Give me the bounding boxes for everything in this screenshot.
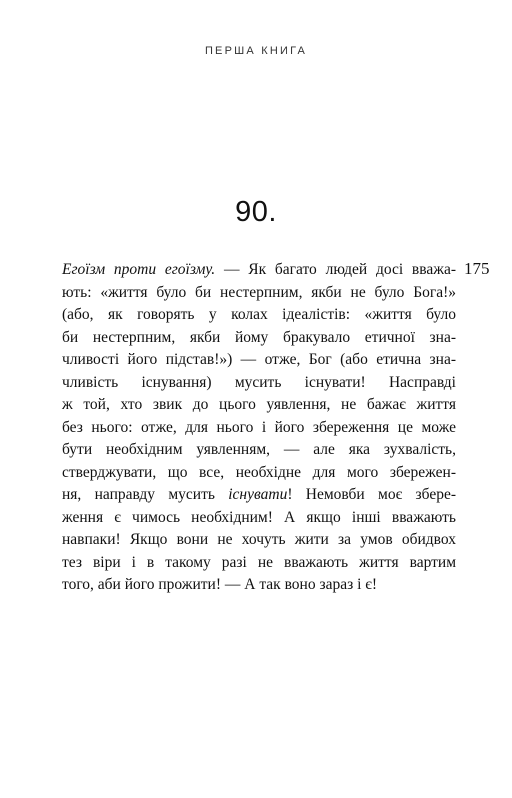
text-line xyxy=(62,417,456,440)
text-line xyxy=(62,484,456,507)
running-head: ПЕРША КНИГА xyxy=(204,45,308,57)
text-line xyxy=(62,439,456,462)
section-number: 90. xyxy=(235,196,277,228)
page-number: 175 xyxy=(464,259,490,278)
italic-text: Егоїзм проти егоїзму. xyxy=(62,261,216,278)
text-line xyxy=(62,574,456,597)
text-run: ж той, хто звик до цього уявлення, не бажає життя xyxy=(62,396,456,413)
text-line xyxy=(62,372,456,395)
text-run: чливості його підстав!») — отже, Бог (або етична зна- xyxy=(62,351,456,368)
italic-text: існувати xyxy=(228,486,288,503)
text-run: тез віри і в такому разі не вважають життя вартим xyxy=(62,553,456,571)
text-run: — Як багато людей досі вважа- xyxy=(215,261,456,278)
text-line xyxy=(62,327,456,350)
text-line xyxy=(62,529,456,552)
body-paragraph xyxy=(62,259,456,597)
text-run: ! Немовби моє збере- xyxy=(287,486,457,503)
text-run: того, аби його прожити! — А так воно зараз і є! xyxy=(62,576,378,593)
text-run: чливість існування) мусить існувати! Насправді xyxy=(62,373,456,391)
text-run: ня, направду мусить xyxy=(62,486,229,503)
text-line xyxy=(62,552,456,575)
text-run: (або, як говорять у колах ідеалістів: «життя було xyxy=(62,306,456,323)
text-line xyxy=(62,394,456,417)
text-run: ють: «життя було би нестерпним, якби не було Бога!» xyxy=(62,283,456,301)
text-line xyxy=(62,259,456,282)
text-line xyxy=(62,282,456,305)
text-run: без нього: отже, для нього і його збереження це може xyxy=(62,418,456,436)
text-line xyxy=(62,462,456,485)
text-line xyxy=(62,349,456,372)
text-run: бути необхідним уявленням, — але яка зухвалість, xyxy=(62,441,456,458)
text-run: стверджувати, що все, необхідне для мого збережен- xyxy=(62,463,456,481)
text-line xyxy=(62,507,456,530)
text-run: би нестерпним, якби йому бракувало етичної зна- xyxy=(62,328,456,346)
text-line xyxy=(62,304,456,327)
text-run: ження є чимось необхідним! А якщо інші вважають xyxy=(62,508,456,526)
text-run: навпаки! Якщо вони не хочуть жити за умов обидвох xyxy=(62,531,456,548)
